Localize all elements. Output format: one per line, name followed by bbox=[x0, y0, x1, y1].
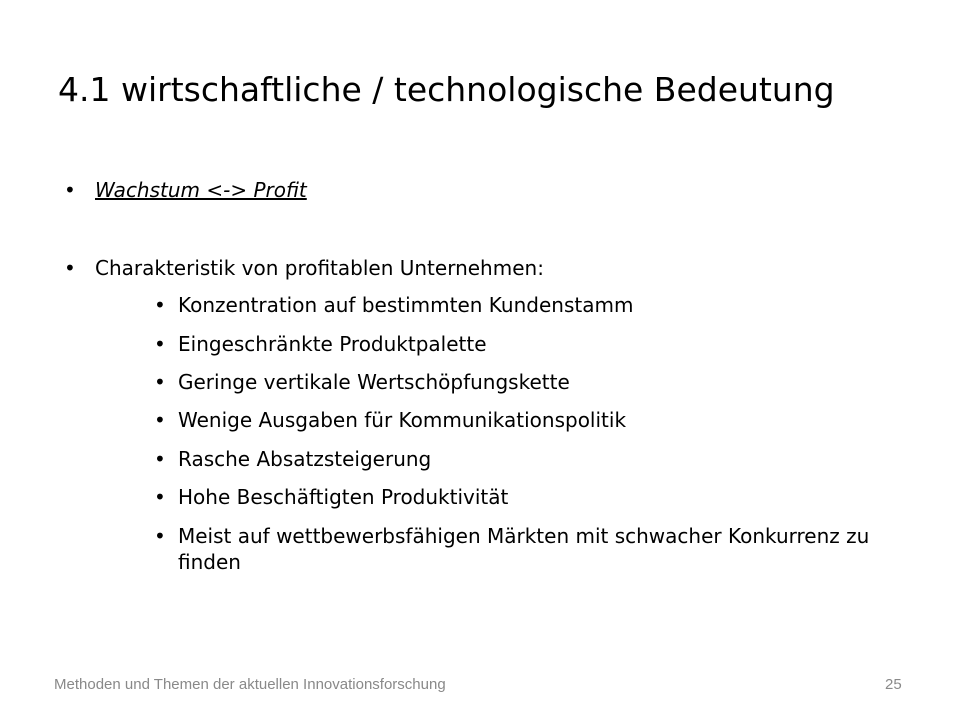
sub-bullet-text: Geringe vertikale Wertschöpfungskette bbox=[178, 370, 570, 394]
sub-bullet-text: Eingeschränkte Produktpalette bbox=[178, 332, 487, 356]
bullet-icon: • bbox=[154, 485, 166, 509]
sub-bullet-item bbox=[154, 331, 914, 357]
footer-text: Methoden und Themen der aktuellen Innovationsforschung bbox=[54, 676, 446, 693]
bullet-text: Wachstum <-> Profit bbox=[95, 178, 307, 202]
bullet-icon: • bbox=[154, 408, 166, 432]
bullet-icon: • bbox=[154, 370, 166, 394]
bullet-icon: • bbox=[154, 447, 166, 471]
bullet-icon: • bbox=[154, 524, 166, 548]
sub-bullet-item bbox=[154, 292, 914, 318]
sub-bullet-item bbox=[154, 369, 914, 395]
bullet-icon: • bbox=[154, 293, 166, 317]
sub-bullet-text: Wenige Ausgaben für Kommunikationspolitik bbox=[178, 408, 627, 432]
slide-title: 4.1 wirtschaftliche / technologische Bedeutung bbox=[58, 70, 835, 109]
sub-bullet-item bbox=[154, 484, 914, 510]
sub-bullet-text: Meist auf wettbewerbsfähigen Märkten mit schwacher Konkurrenz zu finden bbox=[178, 524, 870, 574]
page-number: 25 bbox=[885, 676, 902, 693]
sub-bullet-text: Rasche Absatzsteigerung bbox=[178, 447, 432, 471]
sub-bullet-item bbox=[154, 446, 914, 472]
sub-bullet-item bbox=[154, 523, 914, 575]
sub-bullet-text: Konzentration auf bestimmten Kundenstamm bbox=[178, 293, 634, 317]
bullet-icon: • bbox=[154, 332, 166, 356]
bullet-text: Charakteristik von profitablen Unternehmen: bbox=[95, 256, 544, 280]
sub-bullet-text: Hohe Beschäftigten Produktivität bbox=[178, 485, 509, 509]
sub-bullet-item bbox=[154, 407, 914, 433]
bullet-icon: • bbox=[64, 178, 76, 202]
bullet-icon: • bbox=[64, 256, 76, 280]
